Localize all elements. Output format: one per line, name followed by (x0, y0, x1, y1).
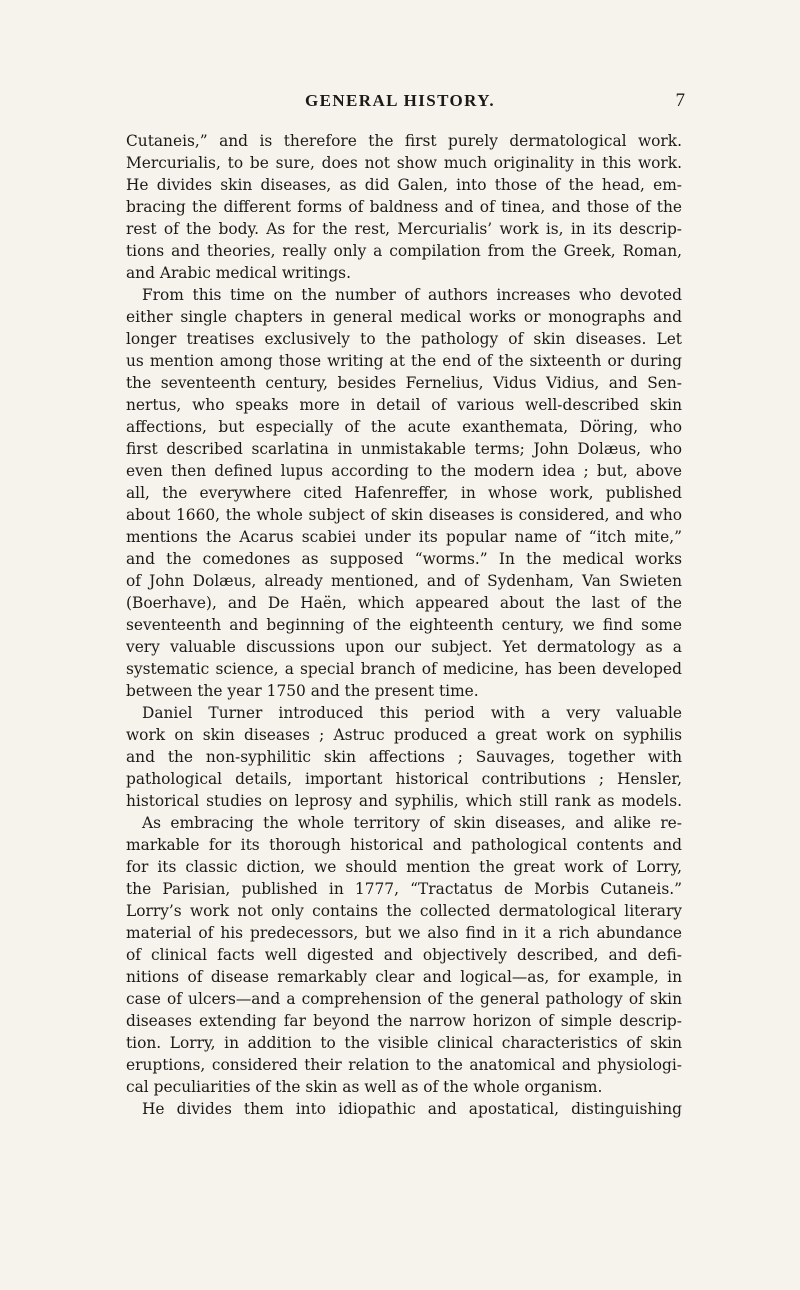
body-text (126, 130, 682, 1120)
text-line: systematic science, a special branch of medicine, has been developed (126, 660, 682, 678)
text-line: the seventeenth century, besides Fernelius, Vidus Vidius, and Sen- (126, 374, 682, 392)
text-line: case of ulcers—and a comprehension of the general pathology of skin (126, 990, 682, 1008)
text-line: us mention among those writing at the end of the sixteenth or during (126, 352, 682, 370)
text-line: Cutaneis,” and is therefore the first purely dermatological work. (126, 132, 682, 150)
text-line: of clinical facts well digested and objectively described, and defi- (126, 946, 682, 964)
text-line: eruptions, considered their relation to the anatomical and physiologi- (126, 1056, 682, 1074)
text-line: As embracing the whole territory of skin diseases, and alike re- (142, 814, 682, 832)
text-line: rest of the body. As for the rest, Mercurialis’ work is, in its descrip- (126, 220, 682, 238)
text-line: (Boerhave), and De Haën, which appeared about the last of the (126, 594, 682, 612)
text-line: and the comedones as supposed “worms.” In the medical works (126, 550, 682, 568)
text-line: between the year 1750 and the present time. (126, 682, 479, 700)
text-line: pathological details, important historical contributions ; Hensler, (126, 770, 682, 788)
text-line: bracing the different forms of baldness and of tinea, and those of the (126, 198, 682, 216)
text-line: longer treatises exclusively to the pathology of skin diseases. Let (126, 330, 682, 348)
text-line: of John Dolæus, already mentioned, and of Sydenham, Van Swieten (126, 572, 682, 590)
text-line: seventeenth and beginning of the eighteenth century, we find some (126, 616, 682, 634)
text-line: about 1660, the whole subject of skin diseases is considered, and who (126, 506, 682, 524)
text-line: Daniel Turner introduced this period with a very valuable (142, 704, 682, 722)
text-line: the Parisian, published in 1777, “Tractatus de Morbis Cutaneis.” (126, 880, 682, 898)
text-line: all, the everywhere cited Hafenreffer, in whose work, published (126, 484, 682, 502)
running-title: GENERAL HISTORY. (305, 91, 495, 110)
text-line: Mercurialis, to be sure, does not show much originality in this work. (126, 154, 682, 172)
text-line: He divides skin diseases, as did Galen, into those of the head, em- (126, 176, 682, 194)
text-line: nitions of disease remarkably clear and logical—as, for example, in (126, 968, 682, 986)
text-line: cal peculiarities of the skin as well as of the whole organism. (126, 1078, 603, 1096)
text-line: mentions the Acarus scabiei under its popular name of “itch mite,” (126, 528, 682, 546)
text-line: either single chapters in general medical works or monographs and (126, 308, 682, 326)
text-line: He divides them into idiopathic and apostatical, distinguishing (142, 1100, 682, 1118)
running-head (115, 88, 685, 114)
text-line: markable for its thorough historical and pathological contents and (126, 836, 682, 854)
text-line: even then defined lupus according to the modern idea ; but, above (126, 462, 682, 480)
text-line: work on skin diseases ; Astruc produced a great work on syphilis (126, 726, 682, 744)
text-line: From this time on the number of authors increases who devoted (142, 286, 682, 304)
text-line: material of his predecessors, but we also find in it a rich abundance (126, 924, 682, 942)
text-line: and the non-syphilitic skin affections ; Sauvages, together with (126, 748, 682, 766)
text-line: first described scarlatina in unmistakable terms; John Dolæus, who (126, 440, 682, 458)
text-line: Lorry’s work not only contains the collected dermatological literary (126, 902, 682, 920)
page-number: 7 (675, 90, 685, 111)
text-line: and Arabic medical writings. (126, 264, 351, 282)
text-line: very valuable discussions upon our subject. Yet dermatology as a (126, 638, 682, 656)
text-line: nertus, who speaks more in detail of various well-described skin (126, 396, 682, 414)
text-line: tions and theories, really only a compilation from the Greek, Roman, (126, 242, 682, 260)
text-line: tion. Lorry, in addition to the visible clinical characteristics of skin (126, 1034, 682, 1052)
text-line: affections, but especially of the acute exanthemata, Döring, who (126, 418, 682, 436)
text-line: for its classic diction, we should mention the great work of Lorry, (126, 858, 682, 876)
text-line: historical studies on leprosy and syphilis, which still rank as models. (126, 792, 682, 810)
text-line: diseases extending far beyond the narrow horizon of simple descrip- (126, 1012, 682, 1030)
